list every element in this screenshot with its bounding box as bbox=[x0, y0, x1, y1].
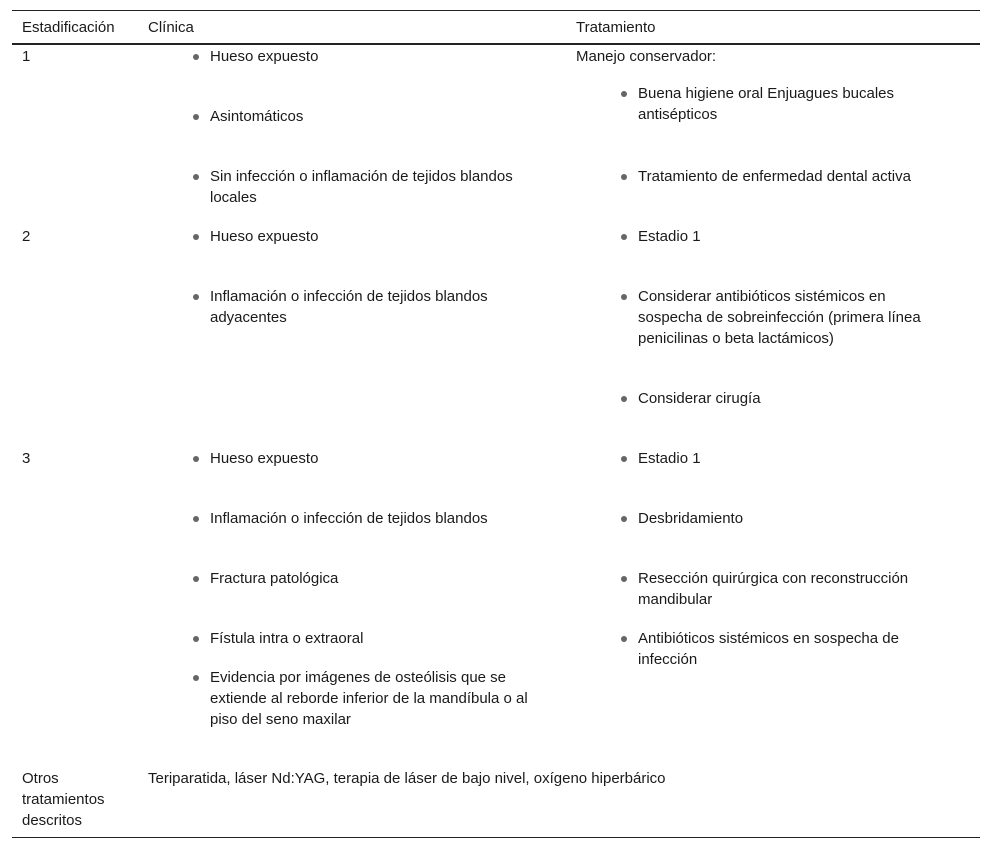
list-item: Fístula intra o extraoral bbox=[210, 628, 540, 649]
header-clinica: Clínica bbox=[148, 19, 194, 36]
stage-cell: Otros tratamientos descritos bbox=[22, 770, 105, 829]
list-item: Asintomáticos bbox=[210, 106, 540, 127]
list-item: Evidencia por imágenes de osteólisis que se extiende al reborde inferior de la mandíbula o al piso del seno maxilar bbox=[210, 667, 540, 730]
treatment-intro: Manejo conservador: bbox=[576, 48, 717, 65]
header-estadificacion: Estadificación bbox=[22, 19, 115, 36]
header-rule bbox=[12, 43, 980, 45]
list-item: Desbridamiento bbox=[638, 508, 943, 529]
list-item: Inflamación o infección de tejidos blandos adyacentes bbox=[210, 286, 540, 328]
list-item: Estadio 1 bbox=[638, 448, 943, 469]
table-top-rule bbox=[12, 10, 980, 11]
list-item: Resección quirúrgica con reconstrucción mandibular bbox=[638, 568, 943, 610]
stage-cell: 3 bbox=[22, 450, 31, 467]
list-item: Hueso expuesto bbox=[210, 448, 540, 469]
list-item: Antibióticos sistémicos en sospecha de infección bbox=[638, 628, 943, 670]
other-treatments-text: Teriparatida, láser Nd:YAG, terapia de láser de bajo nivel, oxígeno hiperbárico bbox=[148, 770, 666, 787]
list-item: Inflamación o infección de tejidos blandos bbox=[210, 508, 540, 529]
stage-cell: 2 bbox=[22, 228, 31, 245]
header-tratamiento: Tratamiento bbox=[576, 19, 656, 36]
list-item: Hueso expuesto bbox=[210, 46, 540, 67]
stage-cell: 1 bbox=[22, 48, 31, 65]
list-item: Considerar cirugía bbox=[638, 388, 943, 409]
list-item: Buena higiene oral Enjuagues bucales antisépticos bbox=[638, 83, 943, 125]
list-item: Considerar antibióticos sistémicos en sospecha de sobreinfección (primera línea penicilinas o beta lactámicos) bbox=[638, 286, 943, 349]
list-item: Estadio 1 bbox=[638, 226, 943, 247]
table-bottom-rule bbox=[12, 837, 980, 838]
list-item: Sin infección o inflamación de tejidos blandos locales bbox=[210, 166, 540, 208]
list-item: Fractura patológica bbox=[210, 568, 540, 589]
list-item: Hueso expuesto bbox=[210, 226, 540, 247]
list-item: Tratamiento de enfermedad dental activa bbox=[638, 166, 943, 187]
